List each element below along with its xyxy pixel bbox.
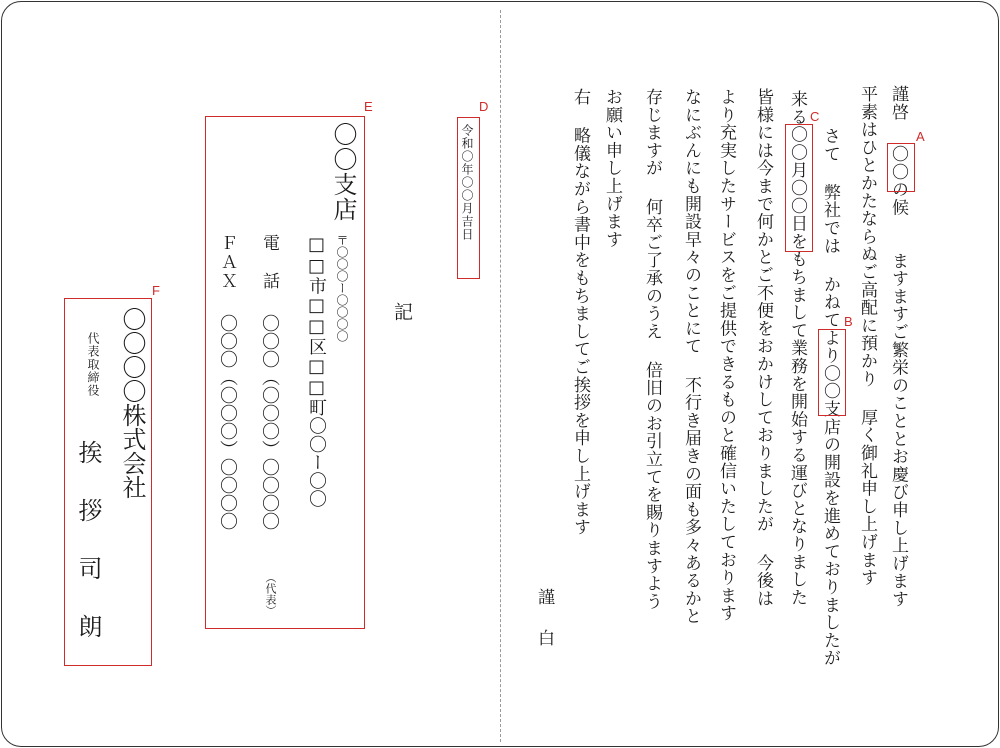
fax-label: ＦＡＸ xyxy=(217,234,237,291)
sender-name: 挨拶司朗 xyxy=(74,440,102,672)
tel-number: 〇〇〇（〇〇〇）〇〇〇〇 xyxy=(259,314,280,530)
marker-label-b: B xyxy=(844,314,853,329)
letter-line-10: お願い申し上げます xyxy=(602,88,622,249)
marker-box-d xyxy=(457,117,480,279)
marker-box-e xyxy=(205,116,365,629)
branch-address: □□市□□区□□町〇〇ー〇〇 xyxy=(306,234,327,509)
date: 令和〇年〇〇月吉日 xyxy=(460,124,474,241)
letter-line-4: さて 弊社では かねてより〇〇支店の開設を進めておりましたが xyxy=(820,127,840,667)
marker-box-b xyxy=(818,329,846,416)
fold-line xyxy=(500,10,501,742)
letter-line-1: 謹啓 xyxy=(888,85,908,121)
marker-label-e: E xyxy=(364,99,373,114)
marker-label-f: F xyxy=(152,283,160,298)
greeting-card xyxy=(1,1,999,747)
fax-number: 〇〇〇（〇〇〇）〇〇〇〇 xyxy=(217,314,238,530)
branch-postal: 〒〇〇〇ー〇〇〇〇 xyxy=(335,234,349,342)
branch-name: 〇〇支店 xyxy=(329,122,357,222)
marker-box-c xyxy=(785,124,813,252)
letter-line-5: 来る〇〇月〇〇日をもちまして業務を開始する運びとなりました xyxy=(787,90,807,607)
marker-label-c: C xyxy=(810,109,820,124)
letter-line-11: 右 略儀ながら書中をもちましてご挨拶を申し上げます xyxy=(570,88,590,536)
marker-label-a: A xyxy=(916,129,925,144)
closing-kin: 謹 xyxy=(534,588,554,606)
letter-line-3: 平素はひとかたならぬご高配に預かり 厚く御礼申し上げます xyxy=(857,85,877,587)
tel-label: 電 話 xyxy=(259,234,279,291)
marker-label-d: D xyxy=(479,99,489,114)
letter-line-2: 〇〇の候 ますますご繁栄のこととお慶び申し上げます xyxy=(888,145,908,608)
marker-box-f xyxy=(64,298,152,666)
letter-line-8: なにぶんにも開設早々のことにて 不行き届きの面も多々あるかと xyxy=(681,88,701,625)
closing-haku: 白 xyxy=(534,629,554,647)
company-name: 〇〇〇〇株式会社 xyxy=(118,307,146,499)
tel-note: （代表） xyxy=(264,572,277,616)
letter-line-7: より充実したサービスをご提供できるものと確信いたしております xyxy=(716,88,736,622)
marker-box-a xyxy=(887,143,915,192)
letter-line-6: 皆様には今まで何かとご不便をおかけしておりましたが 今後は xyxy=(753,88,773,608)
sender-title: 代表取締役 xyxy=(86,332,100,397)
letter-line-9: 存じますが 何卒ご了承のうえ 倍旧のお引立てを賜りますよう xyxy=(642,88,662,611)
ki-heading: 記 xyxy=(391,302,413,322)
